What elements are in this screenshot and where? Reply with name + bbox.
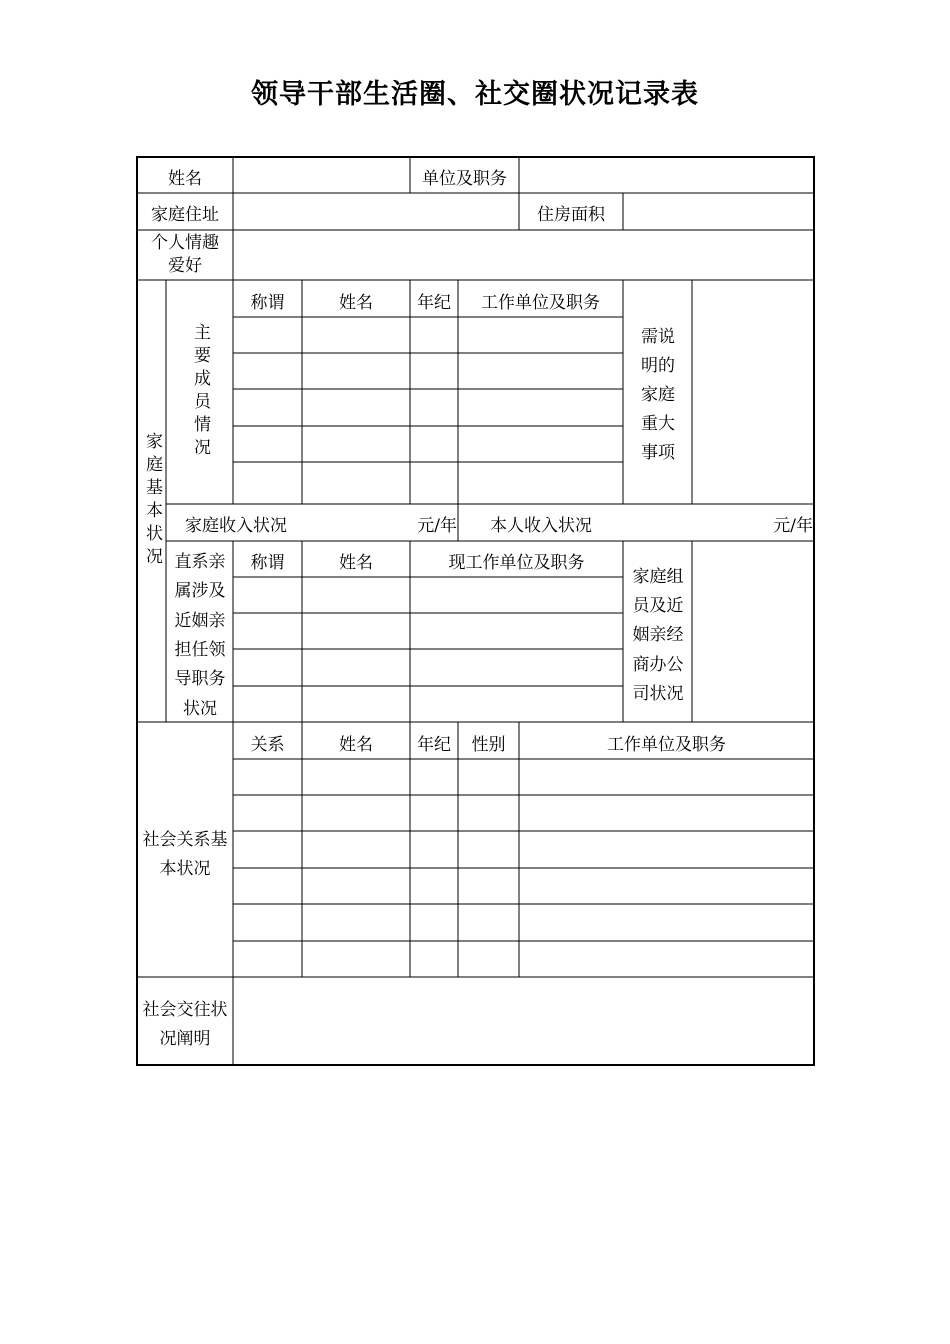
- form-title: 领导干部生活圈、社交圈状况记录表: [251, 79, 699, 110]
- business-field[interactable]: [695, 544, 812, 720]
- family-basic-label: 家庭基本状况: [142, 432, 162, 570]
- major-events-field[interactable]: [695, 283, 812, 502]
- personal-income-label: 本人收入状况: [490, 516, 592, 536]
- social-col-relation: 关系: [250, 734, 285, 755]
- name-field[interactable]: [236, 160, 408, 192]
- social-contact-field[interactable]: [236, 980, 812, 1063]
- name-label: 姓名: [168, 168, 202, 189]
- social-col-age: 年纪: [417, 734, 451, 755]
- personal-income-field[interactable]: [620, 507, 760, 540]
- housing-area-field[interactable]: [626, 196, 812, 229]
- family-income-label: 家庭收入状况: [185, 516, 287, 536]
- relatives-col-current-work: 现工作单位及职务: [448, 552, 585, 573]
- relatives-leaders-label: 直系亲属涉及近姻亲担任领导职务状况: [174, 552, 226, 719]
- members-col-name: 姓名: [339, 292, 373, 313]
- unit-position-label: 单位及职务: [422, 168, 507, 189]
- relatives-col-title: 称谓: [250, 552, 285, 573]
- business-label: 家庭组员及近姻亲经商办公司状况: [632, 566, 684, 704]
- relatives-col-name: 姓名: [339, 552, 373, 573]
- family-income-unit: 元/年: [417, 516, 457, 536]
- hobbies-label: 个人情趣爱好: [151, 233, 219, 276]
- home-address-field[interactable]: [236, 196, 517, 229]
- members-col-title: 称谓: [250, 292, 285, 313]
- housing-area-label: 住房面积: [537, 205, 605, 225]
- social-col-work: 工作单位及职务: [607, 734, 726, 755]
- family-income-field[interactable]: [306, 507, 406, 540]
- hobbies-field[interactable]: [236, 233, 812, 278]
- major-events-label: 需说明的家庭重大事项: [641, 327, 675, 463]
- unit-position-field[interactable]: [522, 160, 812, 192]
- home-address-label: 家庭住址: [151, 205, 219, 225]
- social-contact-label: 社会交往状况阐明: [142, 1000, 228, 1049]
- social-col-gender: 性别: [471, 734, 506, 755]
- members-col-work: 工作单位及职务: [481, 292, 600, 313]
- personal-income-unit: 元/年: [773, 516, 813, 536]
- members-col-age: 年纪: [417, 292, 451, 313]
- social-col-name: 姓名: [339, 734, 373, 755]
- main-members-label: 主要成员情况: [190, 323, 210, 461]
- social-basic-label: 社会关系基本状况: [142, 830, 228, 879]
